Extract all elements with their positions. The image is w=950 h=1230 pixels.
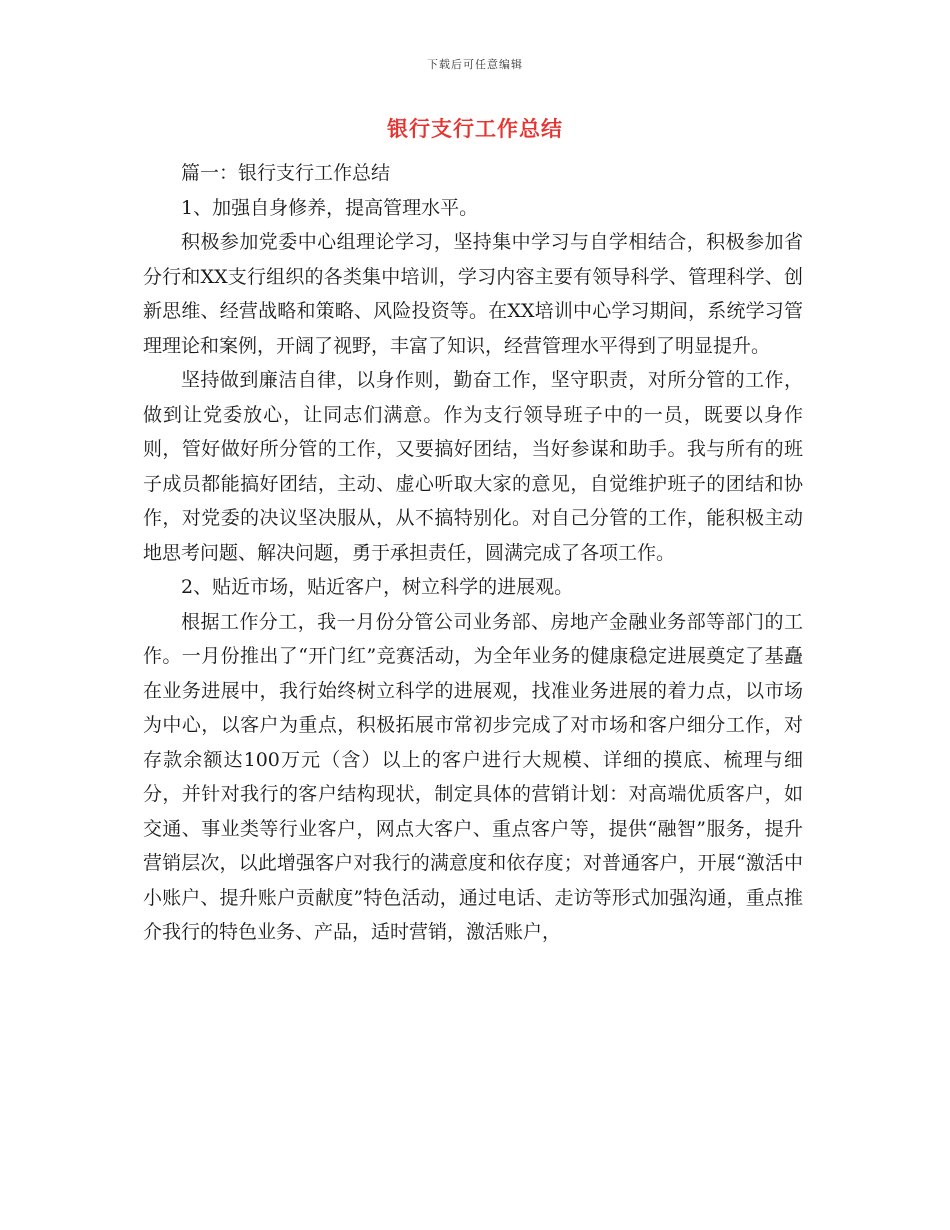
paragraph-section-heading: 篇一：银行支行工作总结 [181,162,391,184]
paragraph: 根据工作分工，我一月份分管公司业务部、房地产金融业务部等部门的工作。一月份推出了“开门红”竞赛活动，为全年业务的健康稳定进展奠定了基矗在业务进展中，我行始终树立科学的进展观，找准业务进展的着力点，以市场为中心，以客户为重点，积极拓展市常初步完成了对市场和客户细分工作，对存款余额达100万元（含）以上的客户进行大规模、详细的摸底、梳理与细分，并针对我行的客户结构现状，制定具体的营销计划：对高端优质客户，如交通、事业类等行业客户，网点大客户、重点客户等，提供“融智”服务，提升营销层次，以此增强客户对我行的满意度和依存度；对普通客户，开展“激活中小账户、提升账户贡献度”特色活动，通过电话、走访等形式加强沟通，重点推介我行的特色业务、产品，适时营销，激活账户， [143,610,803,943]
header-note: 下载后可任意编辑 [427,58,523,71]
paragraph-point-2-heading: 2、贴近市场，贴近客户，树立科学的进展观。 [181,576,574,598]
paragraph-point-1-heading: 1、加强自身修养，提高管理水平。 [181,196,479,219]
paragraph: 坚持做到廉洁自律，以身作则，勤奋工作，坚守职责，对所分管的工作，做到让党委放心，让同志们满意。作为支行领导班子中的一员，既要以身作则，管好做好所分管的工作，又要搞好团结，当好参谋和助手。我与所有的班子成员都能搞好团结，主动、虚心听取大家的意见，自觉维护班子的团结和协作，对党委的决议坚决服从，从不搞特别化。对自己分管的工作，能积极主动地思考问题、解决问题，勇于承担责任，圆满完成了各项工作。 [143,369,803,564]
paragraph: 积极参加党委中心组理论学习，坚持集中学习与自学相结合，积极参加省分行和XX支行组织的各类集中培训，学习内容主要有领导科学、管理科学、创新思维、经营战略和策略、风险投资等。在XX培训中心学习期间，系统学习管理理论和案例，开阔了视野，丰富了知识，经营管理水平得到了明显提升。 [143,231,803,357]
document-title: 银行支行工作总结 [387,117,563,141]
document-body [143,156,803,950]
